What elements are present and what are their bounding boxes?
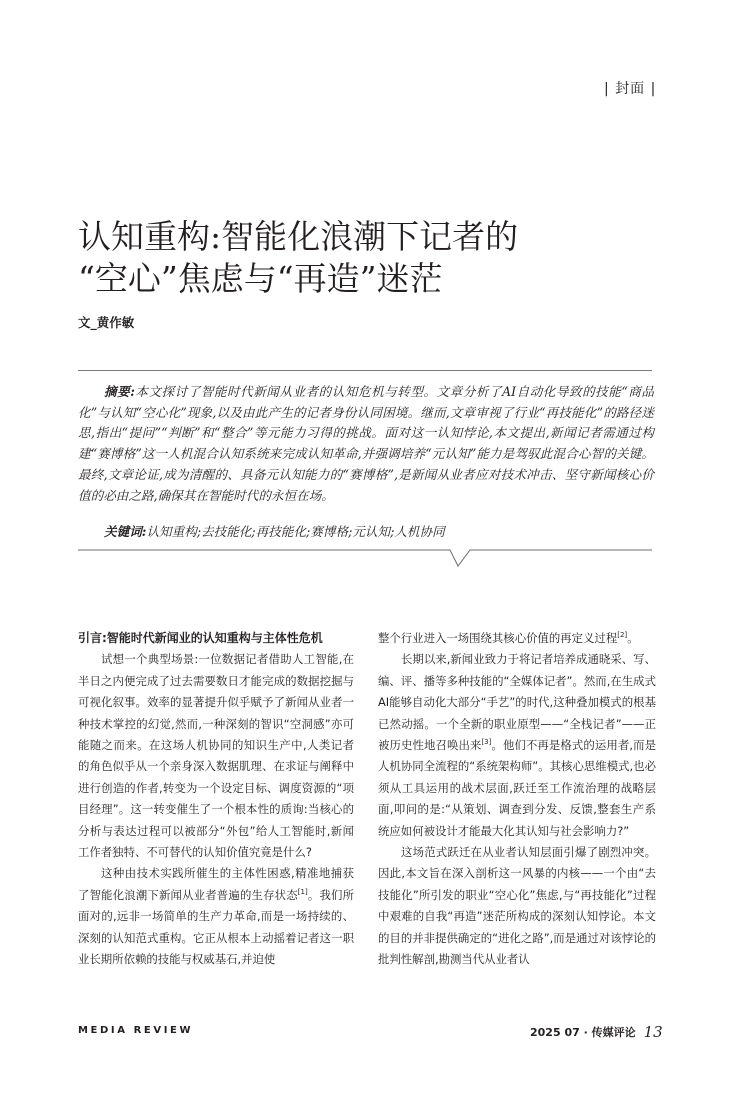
citation-ref: [1] — [297, 888, 308, 897]
keywords-label: 关键词: — [104, 524, 147, 539]
byline: 文_黄作敏 — [78, 315, 135, 330]
paragraph: 整个行业进入一场围绕其核心价值的再定义过程[2]。 — [378, 631, 639, 645]
issue-label: 2025 07 · 传媒评论 — [530, 1026, 636, 1039]
journal-name: MEDIA REVIEW — [78, 1025, 194, 1036]
page-number: 13 — [643, 1023, 663, 1041]
column-right — [378, 628, 656, 971]
footer-issue — [530, 1023, 663, 1041]
section-heading: 引言:智能时代新闻业的认知重构与主体性危机 — [78, 631, 323, 645]
citation-ref: [3] — [481, 738, 492, 747]
abstract-text: 本文探讨了智能时代新闻从业者的认知危机与转型。文章分析了AI自动化导致的技能“商品化”与认知“空心化”现象,以及由此产生的记者身份认同困境。继而,文章审视了行业“再技能化”的路径迷思,指出“提问”“判断”和“整合”等元能力习得的挑战。面对这一认知悖论,本文提出,新闻记者需通过构建“赛博格”这一人机混合认知系统来完成认知革命,并强调培养“元认知”能力是驾驭此混合心智的关键。最终,文章论证,成为清醒的、具备元认知能力的“赛博格”,是新闻从业者应对技术冲击、坚守新闻核心价值的必由之路,确保其在智能时代的永恒在场。 — [78, 384, 654, 503]
section-tag: | 封面 | — [604, 81, 657, 97]
paragraph: 长期以来,新闻业致力于将记者培养成通晓采、写、编、评、播等多种技能的“全媒体记者”。然而,在生成式AI能够自动化大部分“手艺”的时代,这种叠加模式的根基已然动摇。一个全新的职业原型——“全栈记者”——正被历史性地召唤出来[3]。他们不再是格式的运用者,而是人机协同全流程的“系统架构师”。其核心思维模式,也必须从工具运用的战术层面,跃迁至工作流治理的战略层面,叩问的是:“从策划、调查到分发、反馈,整套生产系统应如何被设计才能最大化其认知与社会影响力?” — [378, 652, 656, 838]
title-line-1: 认知重构:智能化浪潮下记者的 — [78, 217, 519, 256]
article-title — [78, 216, 638, 300]
abstract-bottom-rule — [78, 548, 654, 572]
column-left — [78, 628, 354, 971]
paragraph: 这种由技术实践所催生的主体性困惑,精准地捕获了智能化浪潮下新闻从业者普遍的生存状态[1]。我们所面对的,远非一场简单的生产力革命,而是一场持续的、深刻的认知范式重构。它正从根本上动摇着记者这一职业长期所依赖的技能与权威基石,并迫使 — [78, 866, 354, 967]
title-line-2: “空心”焦虑与“再造”迷茫 — [78, 259, 443, 298]
abstract-top-rule — [78, 370, 652, 371]
keywords-text: 认知重构;去技能化;再技能化;赛博格;元认知;人机协同 — [146, 524, 445, 539]
paragraph: 试想一个典型场景:一位数据记者借助人工智能,在半日之内便完成了过去需要数日才能完成的数据挖掘与可视化叙事。效率的显著提升似乎赋予了新闻从业者一种技术掌控的幻觉,然而,一种深刻的智识“空洞感”亦可能随之而来。在这场人机协同的知识生产中,人类记者的角色似乎从一个亲身深入数据肌理、在求证与阐释中进行创造的作者,转变为一个设定目标、调度资源的“项目经理”。这一转变催生了一个根本性的质询:当核心的分析与表达过程可以被部分“外包”给人工智能时,新闻工作者独特、不可替代的认知价值究竟是什么? — [78, 652, 354, 860]
keywords — [104, 521, 445, 540]
abstract — [78, 382, 654, 506]
abstract-label: 摘要: — [104, 384, 135, 399]
citation-ref: [2] — [617, 631, 628, 640]
paragraph: 这场范式跃迁在从业者认知层面引爆了剧烈冲突。因此,本文旨在深入剖析这一风暴的内核——一个由“去技能化”所引发的职业“空心化”焦虑,与“再技能化”过程中艰难的自我“再造”迷茫所构成的深刻认知悖论。本文的目的并非提供确定的“进化之路”,而是通过对该悖论的批判性解剖,勘测当代从业者认 — [378, 845, 656, 967]
